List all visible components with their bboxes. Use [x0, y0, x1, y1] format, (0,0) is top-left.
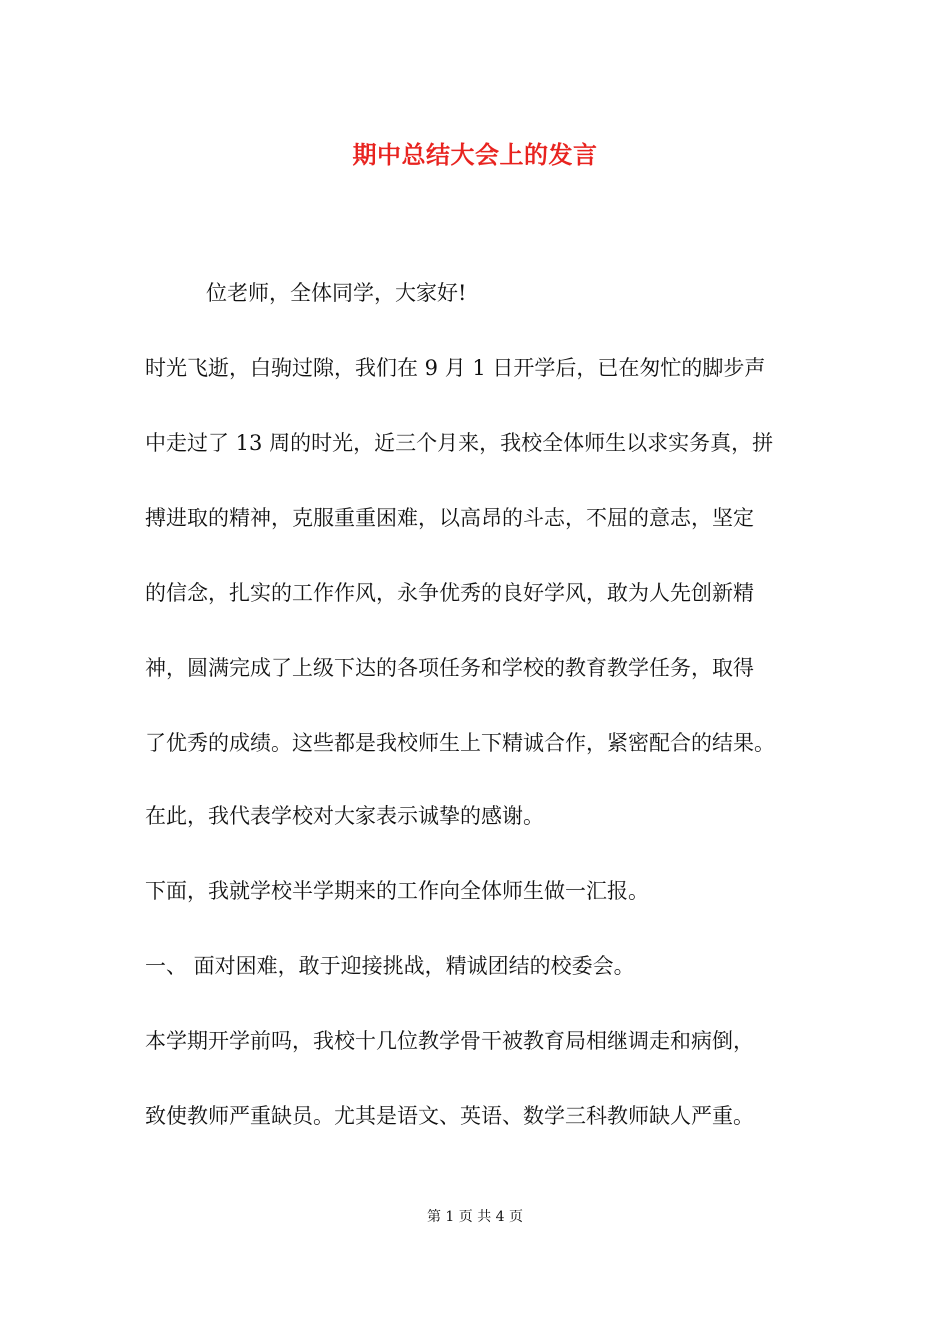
page-footer: 第 1 页 共 4 页: [426, 1209, 524, 1225]
paragraph-line: 致使教师严重缺员。尤其是语文、英语、数学三科教师缺人严重。: [145, 1104, 754, 1128]
document-title: 期中总结大会上的发言: [352, 140, 598, 169]
greeting-line: 位老师，全体同学，大家好!: [206, 281, 467, 305]
paragraph-line: 时光飞逝，白驹过隙，我们在 9 月 1 日开学后，已在匆忙的脚步声: [145, 356, 766, 380]
paragraph-line: 搏进取的精神，克服重重困难，以高昂的斗志，不屈的意志，坚定: [145, 506, 754, 530]
paragraph-line: 神，圆满完成了上级下达的各项任务和学校的教育教学任务，取得: [145, 656, 754, 680]
paragraph-line: 本学期开学前吗，我校十几位教学骨干被教育局相继调走和病倒，: [145, 1029, 754, 1053]
paragraph-line: 了优秀的成绩。这些都是我校师生上下精诚合作，紧密配合的结果。: [145, 731, 775, 755]
section-heading: 一、 面对困难，敢于迎接挑战，精诚团结的校委会。: [145, 954, 635, 978]
paragraph-line: 在此，我代表学校对大家表示诚挚的感谢。: [145, 804, 544, 828]
paragraph-line: 的信念，扎实的工作作风，永争优秀的良好学风，敢为人先创新精: [145, 581, 754, 605]
paragraph-line: 中走过了 13 周的时光，近三个月来，我校全体师生以求实务真，拼: [145, 431, 774, 455]
paragraph-line: 下面，我就学校半学期来的工作向全体师生做一汇报。: [145, 879, 649, 903]
